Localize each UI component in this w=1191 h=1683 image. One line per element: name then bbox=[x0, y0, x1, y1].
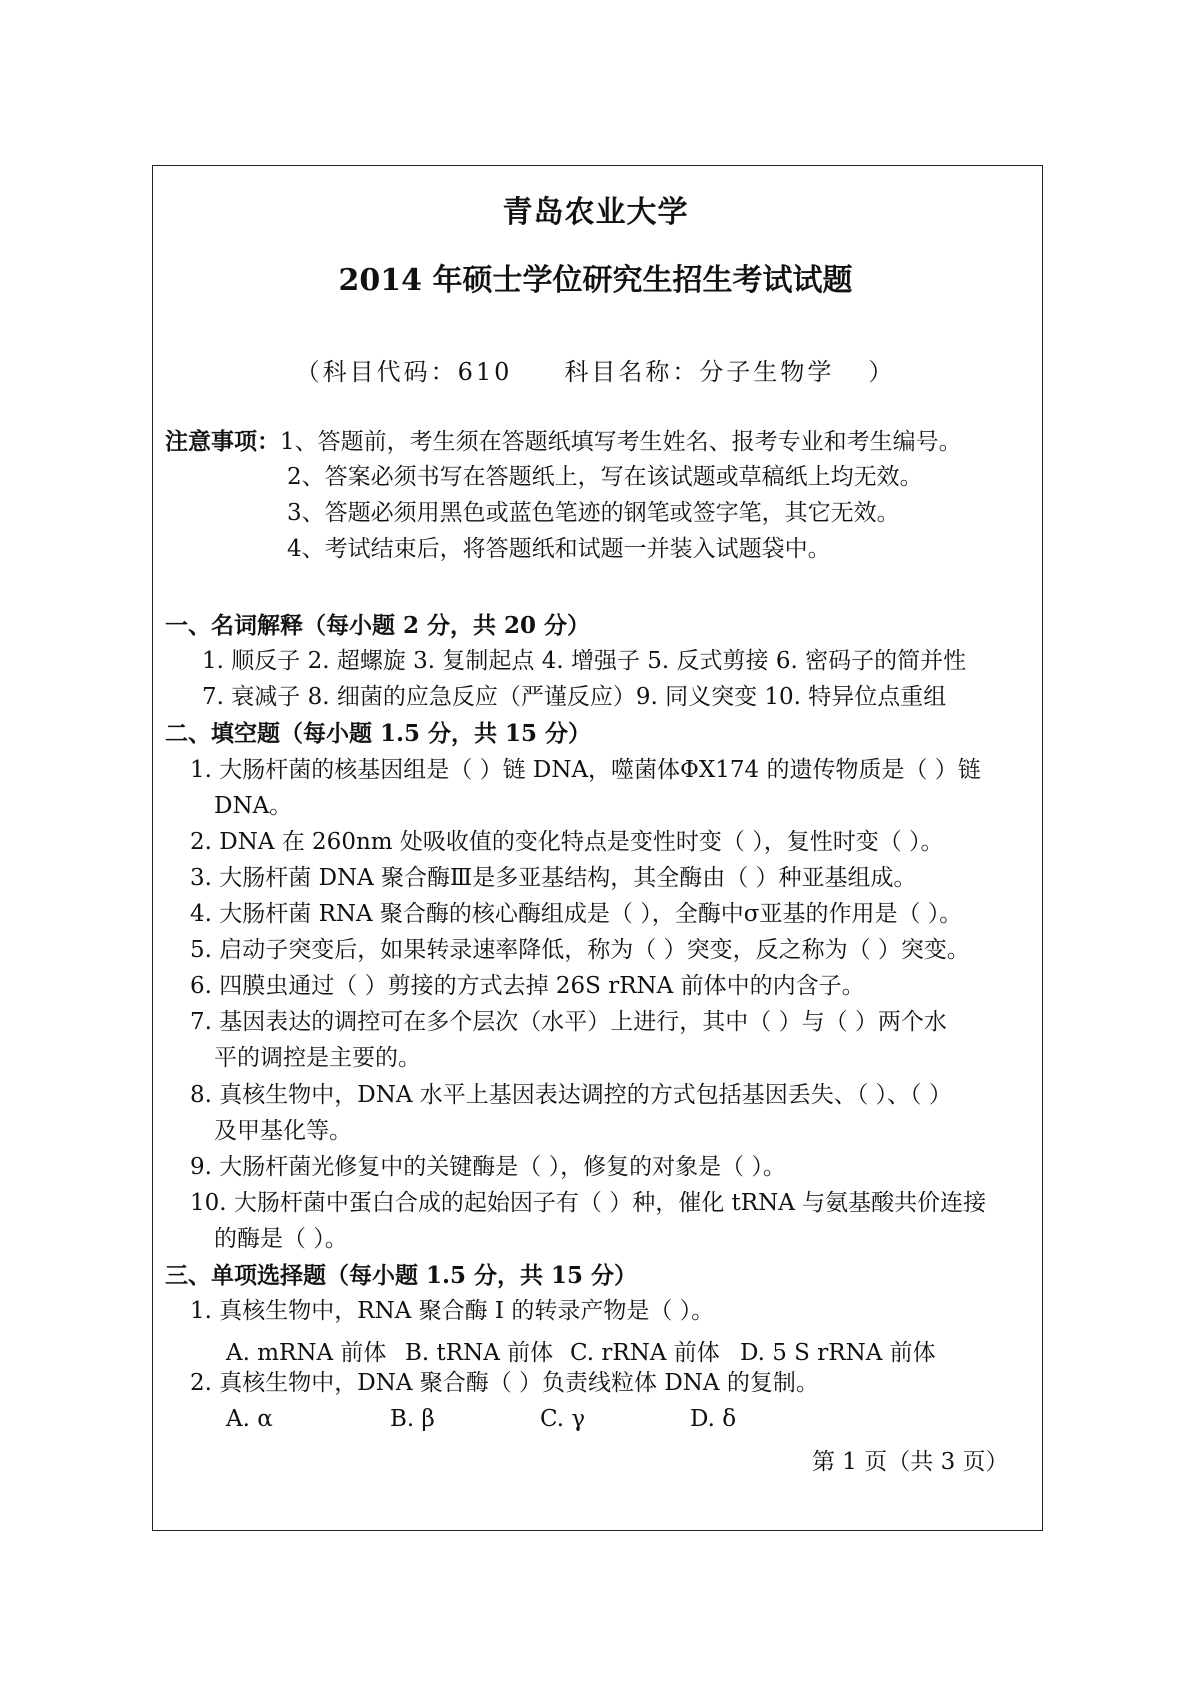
notice-item: 3、答题必须用黑色或蓝色笔迹的钢笔或签字笔，其它无效。 bbox=[287, 500, 900, 526]
fill-question-cont: DNA。 bbox=[214, 793, 293, 819]
subject-name: 科目名称：分子生物学 bbox=[564, 358, 835, 386]
fill-question: 9. 大肠杆菌光修复中的关键酶是（ ），修复的对象是（ ）。 bbox=[190, 1154, 786, 1180]
notice-item: 2、答案必须书写在答题纸上，写在该试题或草稿纸上均无效。 bbox=[287, 464, 923, 490]
choice-question: 2. 真核生物中，DNA 聚合酶（ ）负责线粒体 DNA 的复制。 bbox=[190, 1370, 819, 1396]
notice-line-1 bbox=[165, 428, 962, 457]
subject-line bbox=[0, 352, 1191, 387]
school-name: 青岛农业大学 bbox=[502, 195, 689, 230]
section1-line: 1. 顺反子 2. 超螺旋 3. 复制起点 4. 增强子 5. 反式剪接 6. 密码子的简并性 bbox=[202, 648, 967, 674]
choice-option: B. β bbox=[390, 1406, 435, 1432]
fill-question: 8. 真核生物中，DNA 水平上基因表达调控的方式包括基因丢失、（ ）、（ ） bbox=[190, 1082, 952, 1108]
fill-question: 2. DNA 在 260nm 处吸收值的变化特点是变性时变（ ），复性时变（ ）。 bbox=[190, 829, 944, 855]
notice-item: 4、考试结束后，将答题纸和试题一并装入试题袋中。 bbox=[287, 536, 831, 562]
fill-question: 10. 大肠杆菌中蛋白合成的起始因子有（ ）种，催化 tRNA 与氨基酸共价连接 bbox=[190, 1190, 987, 1216]
fill-question: 4. 大肠杆菌 RNA 聚合酶的核心酶组成是（ ），全酶中σ亚基的作用是（ ）。 bbox=[190, 901, 963, 927]
subject-code: （科目代码：610 bbox=[295, 358, 513, 386]
choice-option: C. γ bbox=[540, 1406, 586, 1432]
choice-option: D. 5 S rRNA 前体 bbox=[740, 1340, 936, 1366]
notice-item: 1、答题前，考生须在答题纸填写考生姓名、报考专业和考生编号。 bbox=[280, 429, 962, 455]
choice-option: A. mRNA 前体 bbox=[226, 1340, 387, 1366]
section-heading: 三、单项选择题（每小题 1.5 分，共 15 分） bbox=[165, 1262, 638, 1289]
exam-title: 2014 年硕士学位研究生招生考试试题 bbox=[338, 263, 853, 298]
fill-question: 1. 大肠杆菌的核基因组是（ ）链 DNA，噬菌体ΦX174 的遗传物质是（ ）链 bbox=[190, 757, 981, 783]
choice-question: 1. 真核生物中，RNA 聚合酶 I 的转录产物是（ ）。 bbox=[190, 1298, 715, 1324]
section-heading: 二、填空题（每小题 1.5 分，共 15 分） bbox=[165, 720, 592, 747]
section1-line: 7. 衰减子 8. 细菌的应急反应（严谨反应）9. 同义突变 10. 特异位点重组 bbox=[202, 684, 947, 710]
choice-option: A. α bbox=[226, 1406, 273, 1432]
notice-label: 注意事项： bbox=[165, 428, 280, 455]
fill-question: 5. 启动子突变后，如果转录速率降低，称为（ ）突变，反之称为（ ）突变。 bbox=[190, 937, 970, 963]
choice-option: C. rRNA 前体 bbox=[570, 1340, 720, 1366]
choice-option: B. tRNA 前体 bbox=[405, 1340, 554, 1366]
fill-question-cont: 及甲基化等。 bbox=[214, 1118, 352, 1144]
fill-question: 7. 基因表达的调控可在多个层次（水平）上进行，其中（ ）与（ ）两个水 bbox=[190, 1009, 947, 1035]
fill-question: 6. 四膜虫通过（ ）剪接的方式去掉 26S rRNA 前体中的内含子。 bbox=[190, 973, 865, 999]
fill-question: 3. 大肠杆菌 DNA 聚合酶Ⅲ是多亚基结构，其全酶由（ ）种亚基组成。 bbox=[190, 865, 917, 891]
fill-question-cont: 平的调控是主要的。 bbox=[214, 1045, 421, 1071]
choice-option: D. δ bbox=[690, 1406, 737, 1432]
fill-question-cont: 的酶是（ ）。 bbox=[214, 1226, 348, 1252]
section-heading: 一、名词解释（每小题 2 分，共 20 分） bbox=[165, 612, 591, 639]
subject-close: ） bbox=[868, 358, 896, 386]
page-number: 第 1 页（共 3 页） bbox=[812, 1449, 1009, 1475]
